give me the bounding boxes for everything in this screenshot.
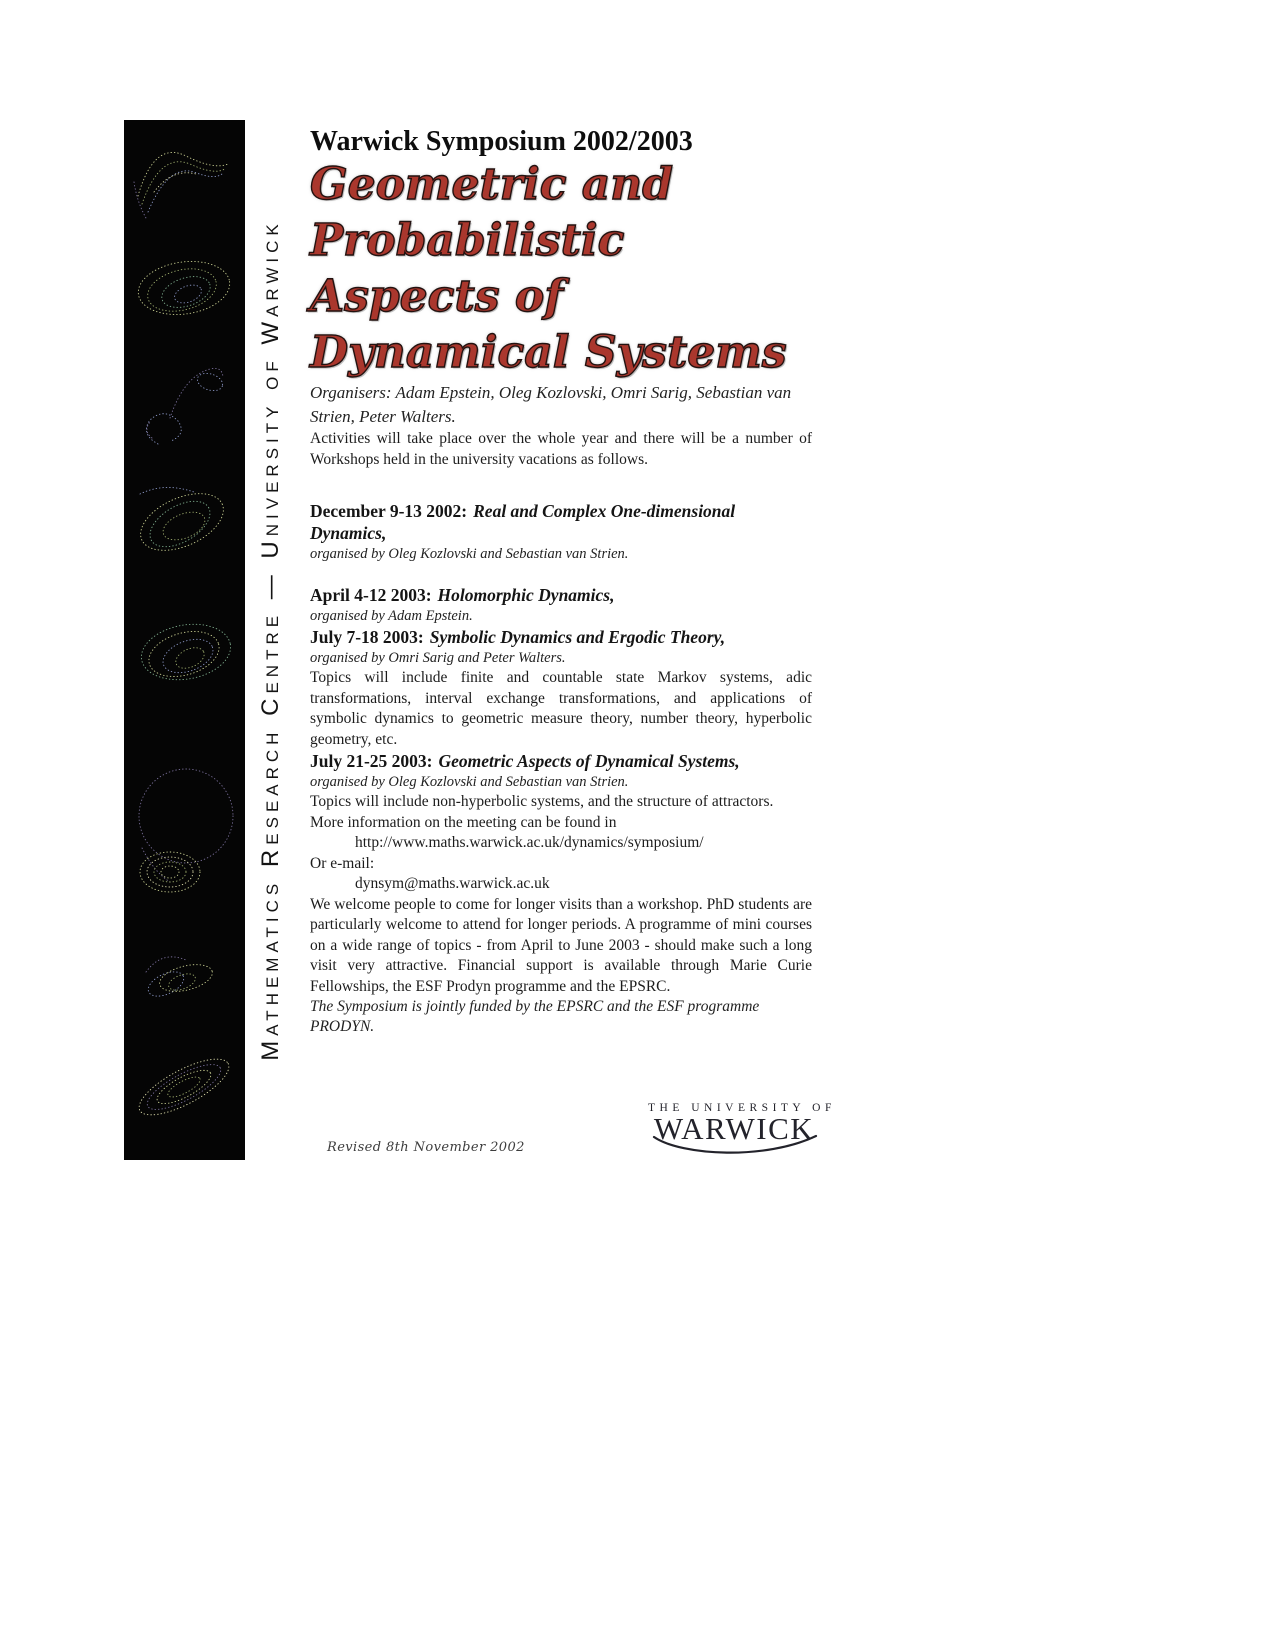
sidebar-vertical-label — [245, 120, 297, 1160]
note-attractor-icon — [124, 356, 244, 454]
email-block — [310, 854, 812, 895]
activities-paragraph: Activities will take place over the whole year and there will be a number of Workshops held in the university vacations as follows. — [310, 430, 812, 468]
symposium-url: http://www.maths.warwick.ac.uk/dynamics/symposium/ — [355, 834, 704, 851]
more-info-label: More information on the meeting can be found in — [310, 813, 617, 831]
workshop-heading — [310, 584, 812, 606]
email-label: Or e-mail: — [310, 854, 375, 872]
main-title — [310, 157, 812, 381]
revised-date: Revised 8th November 2002 — [327, 1140, 525, 1155]
workshop-title: Symbolic Dynamics and Ergodic Theory, — [429, 627, 726, 647]
workshop-item-december — [310, 500, 812, 564]
workshop-organised: organised by Oleg Kozlovski and Sebastian van Strien. — [310, 774, 629, 790]
university-of-warwick-logo — [648, 1102, 836, 1158]
spiral-attractor-icon — [124, 246, 244, 330]
workshop-item-july-21-25 — [310, 750, 812, 813]
workshop-date: April 4-12 2003: — [310, 585, 432, 605]
circle-spiral-attractor-icon — [124, 760, 244, 910]
workshop-organised: organised by Adam Epstein. — [310, 608, 473, 624]
organisers-line: Organisers: Adam Epstein, Oleg Kozlovski, Omri Sarig, Sebastian van Strien, Peter Walters. — [310, 383, 792, 426]
workshop-topics: Topics will include finite and countable state Markov systems, adic transformations, interval exchange transformations, and applications of symbolic dynamics to geometric measure theory, number theory, hyperbolic geometry, etc. — [310, 669, 812, 748]
workshop-date: July 7-18 2003: — [310, 627, 424, 647]
loop-attractor-icon — [124, 472, 244, 572]
main-title-line-2: Probabilistic Aspects of — [310, 215, 625, 322]
main-content — [310, 126, 812, 1037]
main-title-line-1: Geometric and — [310, 159, 674, 210]
scribble-attractor-icon — [124, 932, 244, 1018]
attractor-sidebar — [124, 120, 245, 1160]
workshop-date: July 21-25 2003: — [310, 751, 433, 771]
workshop-date: December 9-13 2002: — [310, 501, 468, 521]
workshop-item-july-7-18 — [310, 626, 812, 750]
logo-main-text: WARWICK — [653, 1111, 815, 1146]
funding-line: The Symposium is jointly funded by the EPSRC and the ESF programme PRODYN. — [310, 998, 760, 1035]
workshop-title: Real and Complex One-dimensional Dynamics, — [310, 501, 736, 543]
workshop-item-april — [310, 584, 812, 626]
email-address: dynsym@maths.warwick.ac.uk — [355, 875, 550, 892]
workshop-heading — [310, 626, 812, 648]
workshop-topics: Topics will include non-hyperbolic systems, and the structure of attractors. — [310, 793, 774, 810]
swirl-attractor-icon — [124, 602, 244, 702]
more-info-block — [310, 813, 812, 854]
welcome-paragraph: We welcome people to come for longer visits than a workshop. PhD students are particularly welcome to attend for longer periods. A programme of mini courses on a wide range of topics - from April to June 2003 - should make such a long visit very attractive. Financial support is available through Marie Curie Fellowships, the ESF Prodyn programme and the EPSRC. — [310, 895, 812, 995]
workshop-title: Holomorphic Dynamics, — [437, 585, 615, 605]
workshop-heading — [310, 750, 812, 772]
workshop-heading — [310, 500, 812, 544]
logo-top-text: THE UNIVERSITY OF — [648, 1102, 836, 1114]
wing-attractor-icon — [124, 134, 244, 229]
workshop-organised: organised by Omri Sarig and Peter Walters. — [310, 650, 566, 666]
workshop-organised: organised by Oleg Kozlovski and Sebastian van Strien. — [310, 546, 629, 562]
main-title-line-3: Dynamical Systems — [310, 327, 787, 378]
vertical-label-text: Mathematics Research Centre — University of Warwick — [257, 219, 284, 1061]
galaxy-attractor-icon — [124, 1025, 244, 1147]
page-title: Warwick Symposium 2002/2003 — [310, 126, 693, 157]
workshop-title: Geometric Aspects of Dynamical Systems, — [438, 751, 740, 771]
